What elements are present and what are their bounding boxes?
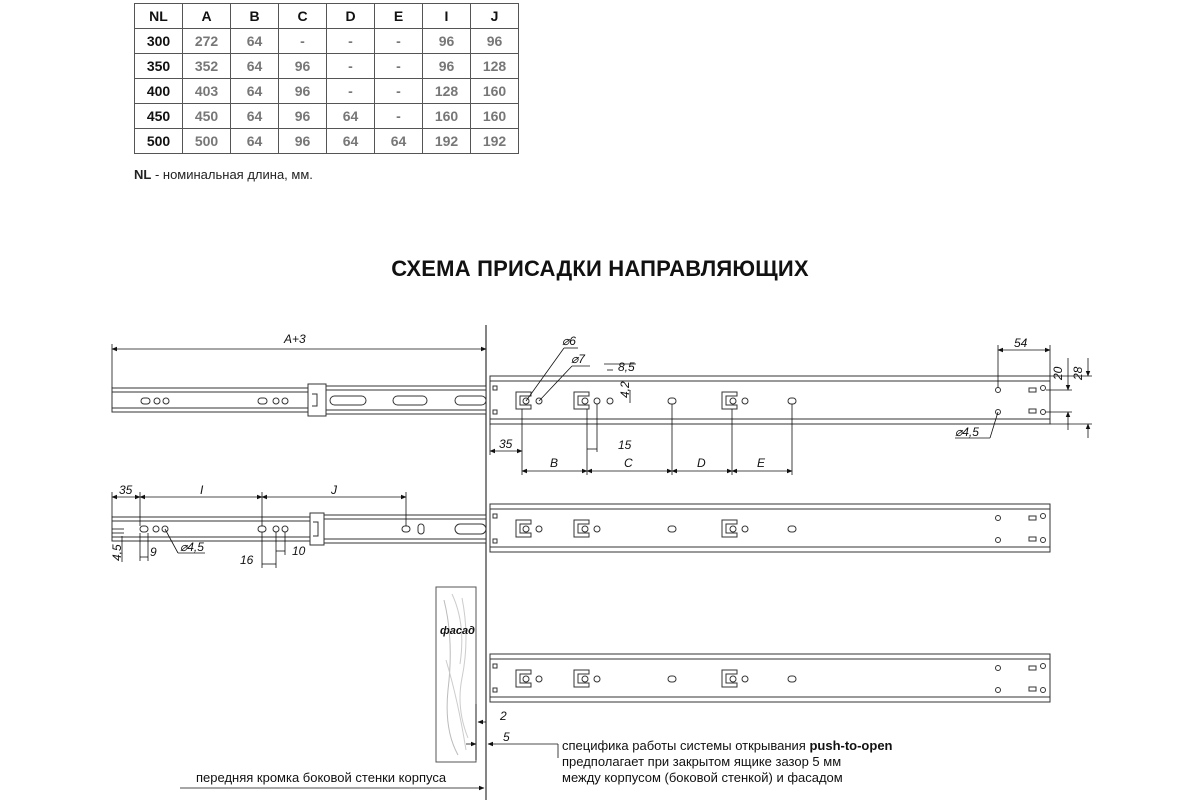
table-cell: 192	[423, 129, 471, 154]
table-cell: 192	[471, 129, 519, 154]
dim-d: D	[697, 456, 706, 470]
table-cell: 96	[471, 29, 519, 54]
cell-nl: 400	[135, 79, 183, 104]
table-cell: 64	[231, 104, 279, 129]
table-cell: 96	[423, 54, 471, 79]
table-cell: 64	[231, 29, 279, 54]
dim-e: E	[757, 456, 766, 470]
dim-d4-5-mid: ⌀4,5	[180, 540, 204, 554]
table-cell: 403	[183, 79, 231, 104]
header-c: C	[279, 4, 327, 29]
facade-panel	[436, 587, 476, 762]
facade-label: фасад	[440, 625, 475, 637]
table-cell: 96	[279, 79, 327, 104]
dim-c: C	[624, 456, 633, 470]
table-cell: 450	[183, 104, 231, 129]
table-cell: -	[375, 54, 423, 79]
table-cell: -	[375, 29, 423, 54]
dim-8-5: 8,5	[618, 360, 635, 374]
dim-4-5-vertical: 4,5	[110, 544, 124, 561]
header-b: B	[231, 4, 279, 29]
table-cell: 160	[471, 79, 519, 104]
table-cell: 64	[327, 104, 375, 129]
dim-35-top: 35	[499, 437, 513, 451]
cell-nl: 300	[135, 29, 183, 54]
table-cell: 96	[423, 29, 471, 54]
table-cell: 64	[327, 129, 375, 154]
push-note-line3: между корпусом (боковой стенкой) и фасадом	[562, 770, 843, 785]
push-to-open-label: push-to-open	[809, 738, 893, 753]
dim-j: J	[331, 483, 337, 497]
dim-28: 28	[1071, 366, 1085, 380]
cell-nl: 500	[135, 129, 183, 154]
dim-9: 9	[150, 545, 157, 559]
dim-b: B	[550, 456, 559, 470]
header-j: J	[471, 4, 519, 29]
dim-20: 20	[1051, 366, 1065, 380]
rail-bottom	[490, 654, 1050, 702]
table-cell: -	[375, 104, 423, 129]
table-cell: 500	[183, 129, 231, 154]
dim-d4-5-right: ⌀4,5	[955, 425, 979, 439]
rail-top	[112, 376, 1050, 424]
table-cell: -	[327, 79, 375, 104]
cell-nl: 450	[135, 104, 183, 129]
dim-15: 15	[618, 438, 632, 452]
nl-note-text: - номинальная длина, мм.	[151, 167, 313, 182]
table-cell: 96	[279, 54, 327, 79]
table-cell: 272	[183, 29, 231, 54]
table-cell: 128	[423, 79, 471, 104]
table-cell: 64	[231, 79, 279, 104]
push-note-line1-text: специфика работы системы открывания	[562, 738, 810, 753]
dim-5: 5	[503, 730, 510, 744]
dim-i: I	[200, 483, 204, 497]
table-cell: -	[327, 54, 375, 79]
dim-d6: ⌀6	[562, 334, 576, 348]
table-cell: 96	[279, 104, 327, 129]
table-cell: -	[327, 29, 375, 54]
push-note-line1	[562, 738, 893, 753]
table-cell: -	[279, 29, 327, 54]
header-a: A	[183, 4, 231, 29]
table-cell: 64	[231, 54, 279, 79]
header-nl: NL	[135, 4, 183, 29]
table-cell: 96	[279, 129, 327, 154]
header-d: D	[327, 4, 375, 29]
dim-4-2: 4,2	[618, 381, 632, 398]
dim-a-plus-3: A+3	[284, 332, 306, 346]
table-cell: 160	[423, 104, 471, 129]
dim-10: 10	[292, 544, 306, 558]
table-cell: 128	[471, 54, 519, 79]
dim-16: 16	[240, 553, 254, 567]
dim-d7: ⌀7	[571, 352, 585, 366]
table-cell: 160	[471, 104, 519, 129]
table-cell: 352	[183, 54, 231, 79]
cell-nl: 350	[135, 54, 183, 79]
push-note-line2: предполагает при закрытом ящике зазор 5 мм	[562, 754, 842, 769]
header-e: E	[375, 4, 423, 29]
dim-35-mid: 35	[119, 483, 133, 497]
table-cell: 64	[231, 129, 279, 154]
rail-middle	[112, 504, 1050, 552]
front-edge-label: передняя кромка боковой стенки корпуса	[196, 770, 447, 785]
table-cell: 64	[375, 129, 423, 154]
table-cell: -	[375, 79, 423, 104]
header-i: I	[423, 4, 471, 29]
nl-note-key: NL	[134, 167, 152, 182]
dim-2: 2	[500, 709, 507, 723]
dim-54: 54	[1014, 336, 1028, 350]
diagram-title: СХЕМА ПРИСАДКИ НАПРАВЛЯЮЩИХ	[391, 256, 809, 281]
